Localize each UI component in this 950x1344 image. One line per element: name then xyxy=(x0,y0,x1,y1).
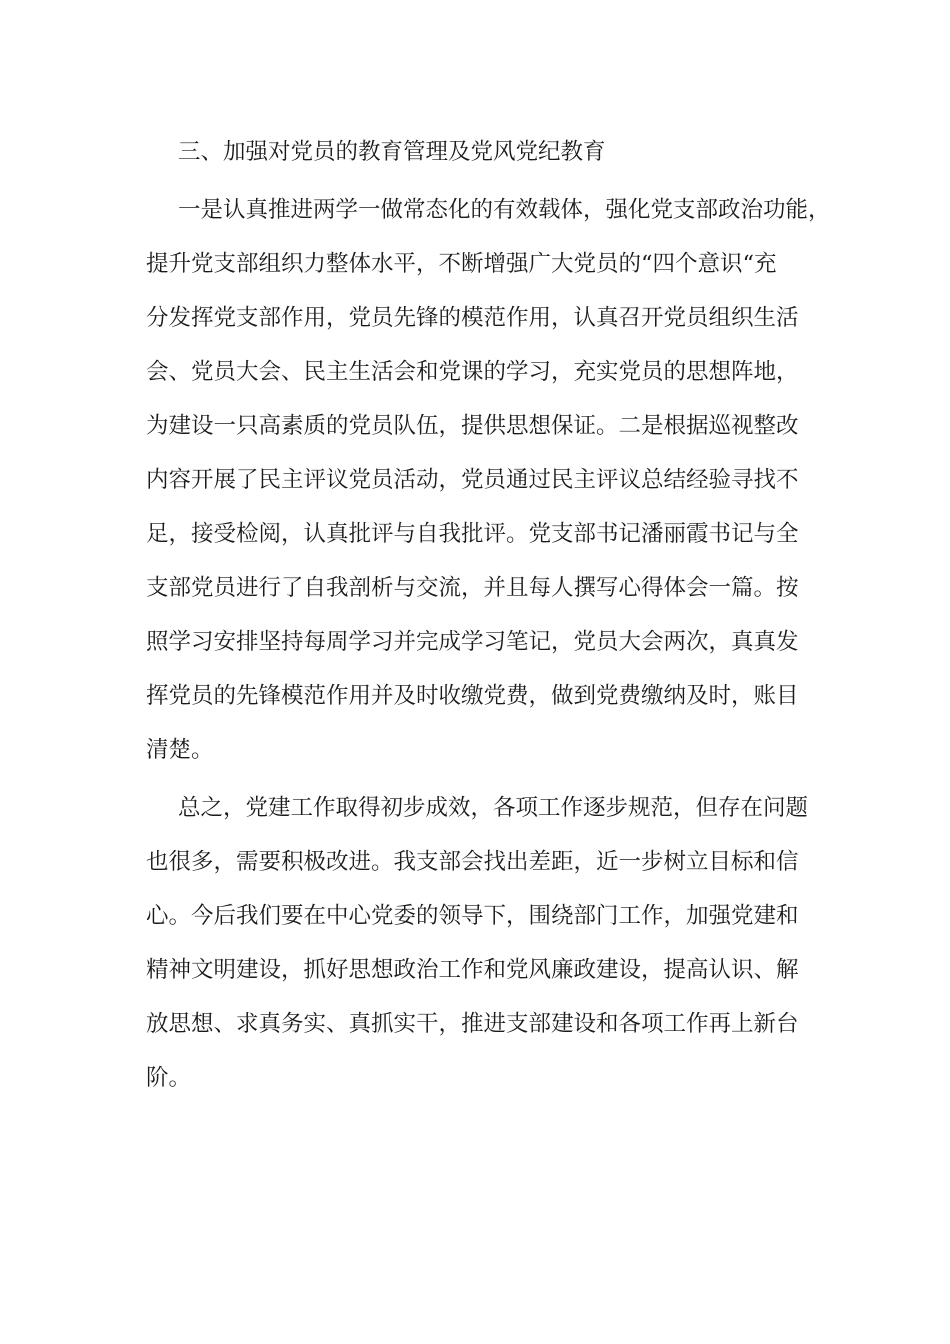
paragraph-1-line-10: 挥党员的先锋模范作用并及时收缴党费，做到党费缴纳及时，账目 xyxy=(146,683,799,709)
paragraph-1-line-9: 照学习安排坚持每周学习并完成学习笔记，党员大会两次，真真发 xyxy=(146,629,799,655)
paragraph-2-line-6: 阶。 xyxy=(146,1065,192,1091)
paragraph-1-line-7: 足，接受检阅，认真批评与自我批评。党支部书记潘丽霞书记与全 xyxy=(146,521,799,547)
paragraph-1-line-2: 提升党支部组织力整体水平，不断增强广大党员的“四个意识“充 xyxy=(146,251,777,277)
paragraph-1-line-8: 支部党员进行了自我剖析与交流，并且每人撰写心得体会一篇。按 xyxy=(146,575,799,601)
paragraph-2-line-4: 精神文明建设，抓好思想政治工作和党风廉政建设，提高认识、解 xyxy=(146,957,799,983)
paragraph-1-line-3: 分发挥党支部作用，党员先锋的模范作用，认真召开党员组织生活 xyxy=(146,305,799,331)
paragraph-2-line-1: 总之，党建工作取得初步成效，各项工作逐步规范，但存在问题 xyxy=(178,795,809,821)
paragraph-2-line-5: 放思想、求真务实、真抓实干，推进支部建设和各项工作再上新台 xyxy=(146,1011,799,1037)
paragraph-1-line-6: 内容开展了民主评议党员活动，党员通过民主评议总结经验寻找不 xyxy=(146,467,799,493)
paragraph-1-line-4: 会、党员大会、民主生活会和党课的学习，充实党员的思想阵地， xyxy=(146,359,799,385)
paragraph-1-line-11: 清楚。 xyxy=(146,737,214,763)
section-heading: 三、加强对党员的教育管理及党风党纪教育 xyxy=(178,139,606,165)
paragraph-2-line-3: 心。今后我们要在中心党委的领导下，围绕部门工作，加强党建和 xyxy=(146,903,799,929)
paragraph-2-line-2: 也很多，需要积极改进。我支部会找出差距，近一步树立目标和信 xyxy=(146,849,799,875)
paragraph-1-line-5: 为建设一只高素质的党员队伍，提供思想保证。二是根据巡视整改 xyxy=(146,413,799,439)
paragraph-1-line-1: 一是认真推进两学一做常态化的有效载体，强化党支部政治功能， xyxy=(178,197,831,223)
